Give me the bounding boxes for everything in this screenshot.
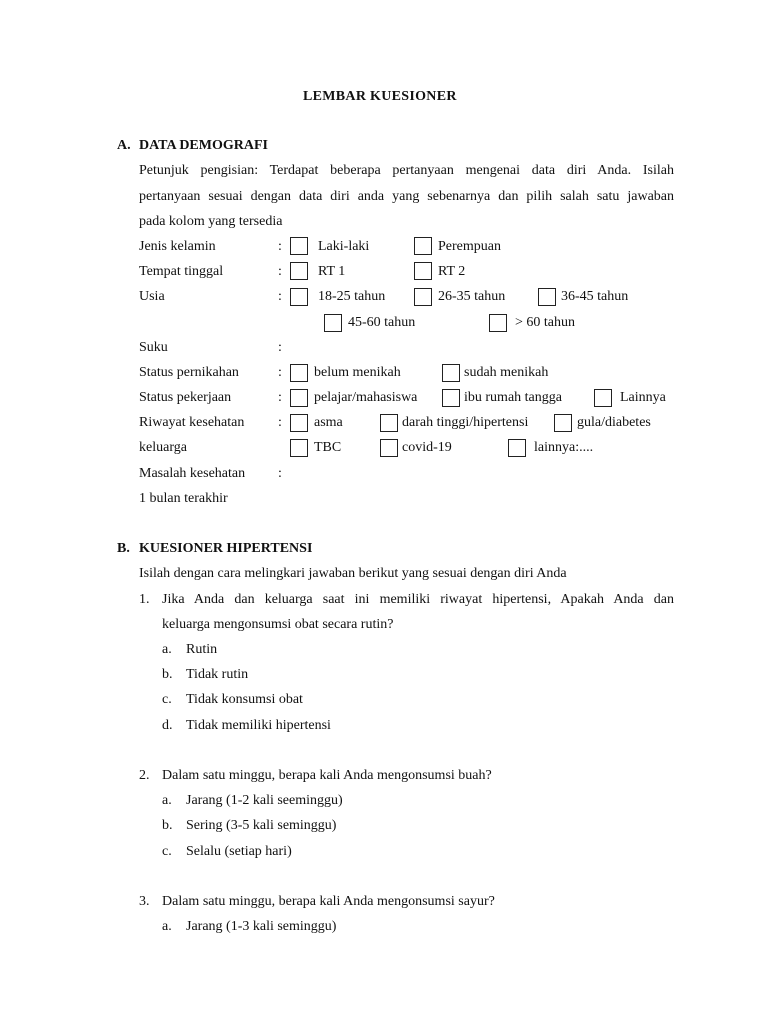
gender-male-label: Laki-laki [318, 239, 370, 254]
question-2-number: 2. [139, 768, 150, 783]
occupation-student-checkbox[interactable] [290, 389, 308, 407]
health-issue-label-line1: Masalah kesehatan [139, 466, 246, 481]
q1-option-c-letter: c. [162, 692, 172, 707]
health-issue-label-line2: 1 bulan terakhir [139, 491, 228, 506]
gender-male-checkbox[interactable] [290, 237, 308, 255]
q1-option-d-letter: d. [162, 718, 173, 733]
family-history-label-line1: Riwayat kesehatan [139, 415, 245, 430]
residence-rt2-checkbox[interactable] [414, 262, 432, 280]
occupation-other-checkbox[interactable] [594, 389, 612, 407]
age-36-45-checkbox[interactable] [538, 288, 556, 306]
health-issue-colon: : [278, 466, 282, 481]
family-other-label: lainnya:.... [534, 440, 594, 455]
family-history-colon: : [278, 415, 282, 430]
q2-option-a-text[interactable]: Jarang (1-2 kali seeminggu) [186, 793, 343, 808]
ethnicity-colon: : [278, 340, 282, 355]
age-36-45-label: 36-45 tahun [561, 289, 629, 304]
instruction-line-1: Petunjuk pengisian: Terdapat beberapa pertanyaan mengenai data diri Anda. Isilah [139, 163, 674, 178]
question-1-text-line2: keluarga mengonsumsi obat secara rutin? [162, 617, 394, 632]
gender-label: Jenis kelamin [139, 239, 216, 254]
document-title: LEMBAR KUESIONER [303, 89, 457, 104]
occupation-housewife-checkbox[interactable] [442, 389, 460, 407]
family-history-label-line2: keluarga [139, 440, 187, 455]
family-hypertension-label: darah tinggi/hipertensi [402, 415, 529, 430]
marital-colon: : [278, 365, 282, 380]
q2-option-a-letter: a. [162, 793, 172, 808]
occupation-housewife-label: ibu rumah tangga [464, 390, 562, 405]
q2-option-c-text[interactable]: Selalu (setiap hari) [186, 844, 292, 859]
marital-single-label: belum menikah [314, 365, 401, 380]
occupation-colon: : [278, 390, 282, 405]
residence-rt2-label: RT 2 [438, 264, 466, 279]
family-other-checkbox[interactable] [508, 439, 526, 457]
q1-option-b-letter: b. [162, 667, 173, 682]
gender-colon: : [278, 239, 282, 254]
age-colon: : [278, 289, 282, 304]
q1-option-b-text[interactable]: Tidak rutin [186, 667, 249, 682]
q2-option-c-letter: c. [162, 844, 172, 859]
section-b-heading: KUESIONER HIPERTENSI [139, 541, 313, 556]
ethnicity-label: Suku [139, 340, 168, 355]
q1-option-a-text[interactable]: Rutin [186, 642, 218, 657]
instruction-line-2: pertanyaan sesuai dengan data diri anda yang sebenarnya dan pilih salah satu jawaban [139, 189, 674, 204]
age-label: Usia [139, 289, 165, 304]
section-b-instruction: Isilah dengan cara melingkari jawaban berikut yang sesuai dengan diri Anda [139, 566, 567, 581]
question-3-number: 3. [139, 894, 150, 909]
age-18-25-checkbox[interactable] [290, 288, 308, 306]
instruction-line-3: pada kolom yang tersedia [139, 214, 283, 229]
gender-female-label: Perempuan [438, 239, 501, 254]
family-asthma-label: asma [314, 415, 343, 430]
family-tbc-checkbox[interactable] [290, 439, 308, 457]
age-18-25-label: 18-25 tahun [318, 289, 386, 304]
q1-option-c-text[interactable]: Tidak konsumsi obat [186, 692, 303, 707]
residence-colon: : [278, 264, 282, 279]
marital-married-label: sudah menikah [464, 365, 549, 380]
question-2-text: Dalam satu minggu, berapa kali Anda mengonsumsi buah? [162, 768, 492, 783]
marital-married-checkbox[interactable] [442, 364, 460, 382]
age-45-60-checkbox[interactable] [324, 314, 342, 332]
question-3-text: Dalam satu minggu, berapa kali Anda mengonsumsi sayur? [162, 894, 495, 909]
marital-single-checkbox[interactable] [290, 364, 308, 382]
q2-option-b-letter: b. [162, 818, 173, 833]
age-26-35-label: 26-35 tahun [438, 289, 506, 304]
question-1-number: 1. [139, 592, 150, 607]
question-1-text-line1: Jika Anda dan keluarga saat ini memiliki riwayat hipertensi, Apakah Anda dan [162, 592, 674, 607]
family-covid-label: covid-19 [402, 440, 452, 455]
family-diabetes-checkbox[interactable] [554, 414, 572, 432]
occupation-student-label: pelajar/mahasiswa [314, 390, 418, 405]
age-60-plus-label: > 60 tahun [515, 315, 575, 330]
section-a-letter: A. [117, 138, 131, 153]
q3-option-a-letter: a. [162, 919, 172, 934]
residence-rt1-checkbox[interactable] [290, 262, 308, 280]
q1-option-a-letter: a. [162, 642, 172, 657]
family-covid-checkbox[interactable] [380, 439, 398, 457]
q2-option-b-text[interactable]: Sering (3-5 kali seminggu) [186, 818, 337, 833]
age-45-60-label: 45-60 tahun [348, 315, 416, 330]
residence-rt1-label: RT 1 [318, 264, 346, 279]
q1-option-d-text[interactable]: Tidak memiliki hipertensi [186, 718, 331, 733]
q3-option-a-text[interactable]: Jarang (1-3 kali seminggu) [186, 919, 337, 934]
family-hypertension-checkbox[interactable] [380, 414, 398, 432]
occupation-label: Status pekerjaan [139, 390, 232, 405]
marital-label: Status pernikahan [139, 365, 239, 380]
section-a-heading: DATA DEMOGRAFI [139, 138, 268, 153]
family-diabetes-label: gula/diabetes [577, 415, 651, 430]
occupation-other-label: Lainnya [620, 390, 666, 405]
age-60-plus-checkbox[interactable] [489, 314, 507, 332]
family-asthma-checkbox[interactable] [290, 414, 308, 432]
family-tbc-label: TBC [314, 440, 342, 455]
section-b-letter: B. [117, 541, 130, 556]
gender-female-checkbox[interactable] [414, 237, 432, 255]
age-26-35-checkbox[interactable] [414, 288, 432, 306]
residence-label: Tempat tinggal [139, 264, 224, 279]
